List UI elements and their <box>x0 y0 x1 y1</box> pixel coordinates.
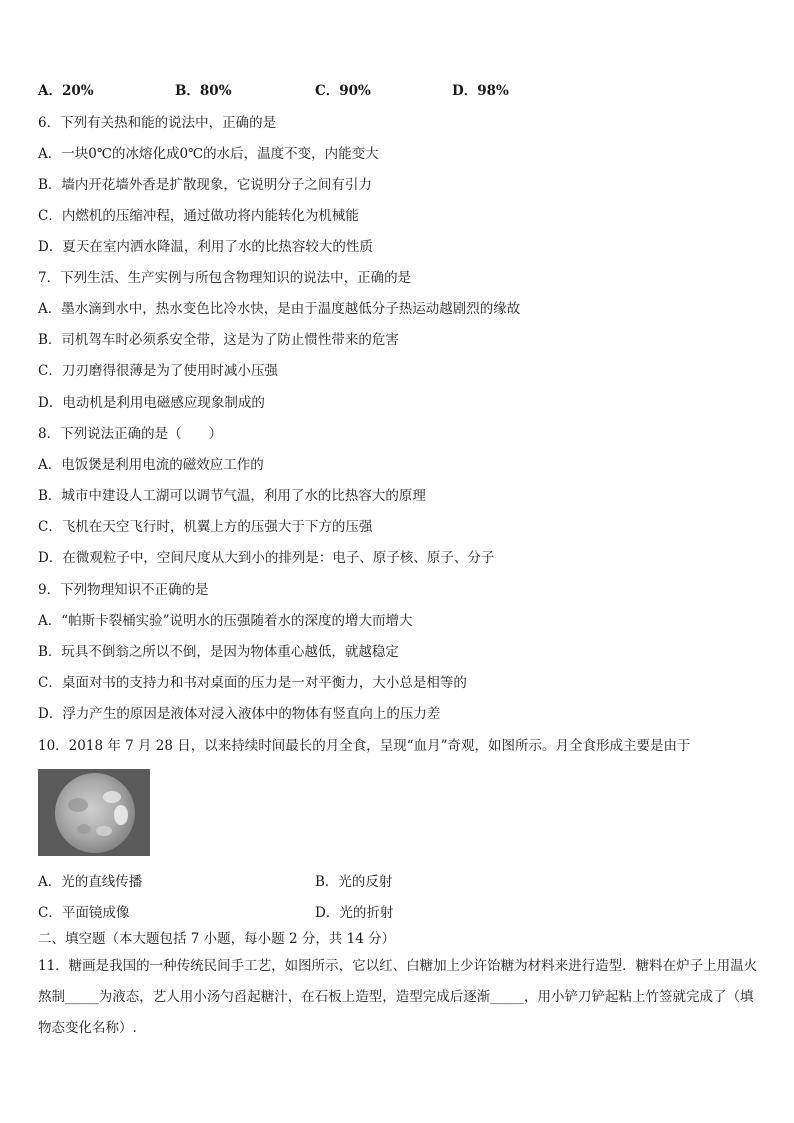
q9-option-b: B．玩具不倒翁之所以不倒，是因为物体重心越低，就越稳定 <box>38 644 399 660</box>
lunar-eclipse-image <box>38 769 150 856</box>
q8-stem: 8．下列说法正确的是（ ） <box>38 426 223 442</box>
q10-stem: 10．2018 年 7 月 28 日，以来持续时间最长的月全食，呈现“血月”奇观，如图所示。月全食形成主要是由于 <box>38 738 691 754</box>
section-heading-fill-in: 二、填空题（本大题包括 7 小题，每小题 2 分，共 14 分） <box>38 931 396 947</box>
q10-option-d: D．光的折射 <box>315 905 394 921</box>
q9-option-a: A．“帕斯卡裂桶实验”说明水的压强随着水的深度的增大而增大 <box>38 613 413 629</box>
q6-option-d: D．夏天在室内洒水降温，利用了水的比热容较大的性质 <box>38 239 373 255</box>
moon-graphic <box>38 769 150 856</box>
q6-option-c: C．内燃机的压缩冲程，通过做功将内能转化为机械能 <box>38 208 359 224</box>
q9-option-c: C．桌面对书的支持力和书对桌面的压力是一对平衡力，大小总是相等的 <box>38 675 467 691</box>
q7-option-d: D．电动机是利用电磁感应现象制成的 <box>38 395 265 411</box>
q8-option-d: D．在微观粒子中，空间尺度从大到小的排列是：电子、原子核、原子、分子 <box>38 550 495 566</box>
q8-option-b: B．城市中建设人工湖可以调节气温，利用了水的比热容大的原理 <box>38 488 426 504</box>
q10-option-b: B．光的反射 <box>315 874 393 890</box>
q6-option-b: B．墙内开花墙外香是扩散现象，它说明分子之间有引力 <box>38 177 372 193</box>
q10-option-c: C．平面镜成像 <box>38 905 130 921</box>
q5-option-c: C．90% <box>315 83 371 99</box>
q5-option-a: A．20% <box>38 83 94 99</box>
q7-stem: 7．下列生活、生产实例与所包含物理知识的说法中，正确的是 <box>38 270 412 286</box>
q8-option-c: C．飞机在天空飞行时，机翼上方的压强大于下方的压强 <box>38 519 373 535</box>
q9-stem: 9．下列物理知识不正确的是 <box>38 582 209 598</box>
q5-option-d: D．98% <box>452 83 509 99</box>
q11-text: 11．糖画是我国的一种传统民间手工艺，如图所示，它以红、白糖加上少许饴糖为材料来进行造型．糖料在炉子上用温火熬制_____为液态，艺人用小汤勺舀起糖汁，在石板上造型，造型完成后逐渐_____，用小铲刀铲起粘上竹签就完成了（填物态变化名称）. <box>38 958 758 1036</box>
q7-option-b: B．司机驾车时必须系安全带，这是为了防止惯性带来的危害 <box>38 332 399 348</box>
q7-option-a: A．墨水滴到水中，热水变色比冷水快，是由于温度越低分子热运动越剧烈的缘故 <box>38 301 521 317</box>
q8-option-a: A．电饭煲是利用电流的磁效应工作的 <box>38 457 264 473</box>
q6-option-a: A．一块0℃的冰熔化成0℃的水后，温度不变，内能变大 <box>38 146 379 162</box>
q10-option-a: A．光的直线传播 <box>38 874 143 890</box>
q9-option-d: D．浮力产生的原因是液体对浸入液体中的物体有竖直向上的压力差 <box>38 706 441 722</box>
q7-option-c: C．刀刃磨得很薄是为了使用时减小压强 <box>38 363 278 379</box>
q5-option-b: B．80% <box>175 83 232 99</box>
q6-stem: 6．下列有关热和能的说法中，正确的是 <box>38 115 277 131</box>
